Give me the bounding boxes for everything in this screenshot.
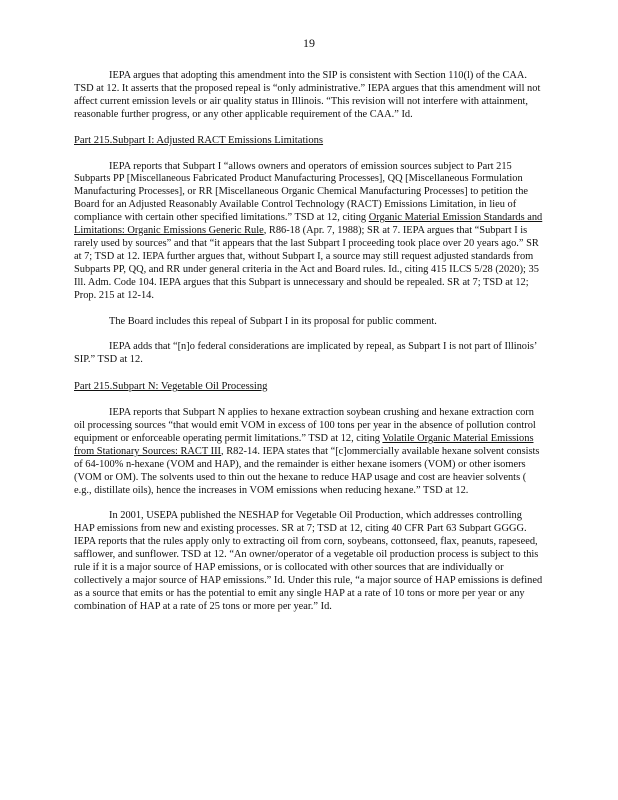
document-body — [74, 70, 544, 627]
paragraph-subpart-i-report — [74, 161, 544, 303]
paragraph-federal-considerations: IEPA adds that “[n]o federal considerations are implicated by repeal, as Subpart I is not part of Illinois’ SIP.” TSD at 12. — [74, 341, 537, 366]
paragraph-text: IEPA reports that Subpart N applies to hexane extraction soybean crushing and hexane extraction corn oil processing sources “that would emit VOM in excess of 100 tons per year in the absence of pollution control equipment or enforceable operating permit limitations.” TSD at 12, citing — [74, 407, 536, 444]
heading-subpart-i: Part 215.Subpart I: Adjusted RACT Emissions Limitations — [74, 134, 324, 146]
paragraph-subpart-n-report — [74, 407, 544, 497]
case-citation: Organic Material Emission Standards and Limitations: Organic Emissions Generic Rule — [74, 212, 543, 237]
paragraph-text: , R82-14. IEPA states that “[c]ommercially available hexane solvent consists of 64-100% n-hexane (VOM and HAP), and the remainder is either hexane isomers (VOM) or other isomers (VOM or OM). The solvents used to thin out the hexane to reduce HAP usage and cost are heavier solvents ( e.g., distillate oils), hence the increases in VOM emissions when reducing hexane.” TSD at 12. — [74, 445, 540, 496]
paragraph-section-110: IEPA argues that adopting this amendment into the SIP is consistent with Section 110(l) of the CAA. TSD at 12. It asserts that the proposed repeal is “only administrative.” IEPA argues that this amendment will not affect current emission levels or air quality status in Illinois. “This revision will not interfere with attainment, reasonable further progress, or any other applicable requirement of the CAA.” Id. — [74, 70, 541, 120]
page-number: 19 — [303, 36, 315, 50]
heading-subpart-n: Part 215.Subpart N: Vegetable Oil Processing — [74, 381, 268, 393]
paragraph-text: IEPA reports that Subpart I “allows owners and operators of emission sources subject to Part 215 Subparts PP [Miscellaneous Fabricated Product Manufacturing Processes], QQ [Miscellaneous Formulation Manufacturing Processes], or RR [Miscellaneous Organic Chemical Manufacturing Processes] to petition the Board for an Adjusted Reasonably Available Control Technology (RACT) Emissions Limitation, in lieu of compliance with certain other specified limitations.” TSD at 12, citing — [74, 160, 528, 224]
case-citation: Volatile Organic Material Emissions from Stationary Sources: RACT III — [74, 432, 534, 457]
paragraph-text: , R86-18 (Apr. 7, 1988); SR at 7. IEPA argues that “Subpart I is rarely used by sources” and that “it appears that the last Subpart I proceeding took place over 20 years ago.” SR at 7; TSD at 12. IEPA further argues that, without Subpart I, a source may still request adjusted standards from Subparts PP, QQ, and RR under general criteria in the Act and Board rules. Id., citing 415 ILCS 5/28 (2020); 35 Ill. Adm. Code 104. IEPA argues that this Subpart is unnecessary and should be repealed. SR at 7; TSD at 12; Prop. 215 at 12-14. — [74, 225, 539, 301]
paragraph-board-includes: The Board includes this repeal of Subpart I in its proposal for public comment. — [109, 315, 437, 327]
paragraph-neshap: In 2001, USEPA published the NESHAP for Vegetable Oil Production, which addresses controlling HAP emissions from new and existing processes. SR at 7; TSD at 12, citing 40 CFR Part 63 Subpart GGGG. IEPA reports that the rules apply only to extracting oil from corn, soybeans, cottonseed, flax, peanuts, rapeseed, safflower, and sunflower. TSD at 12. “An owner/operator of a vegetable oil production process is subject to this rule if it is a major source of HAP emissions, or is collocated with other sources that are individually or collectively a major source of HAP emissions.” Id. Under this rule, “a major source of HAP emissions is defined as a source that emits or has the potential to emit any single HAP at a rate of 10 tons or more per year or any combination of HAP at a rate of 25 tons or more per year.” Id. — [74, 510, 543, 612]
